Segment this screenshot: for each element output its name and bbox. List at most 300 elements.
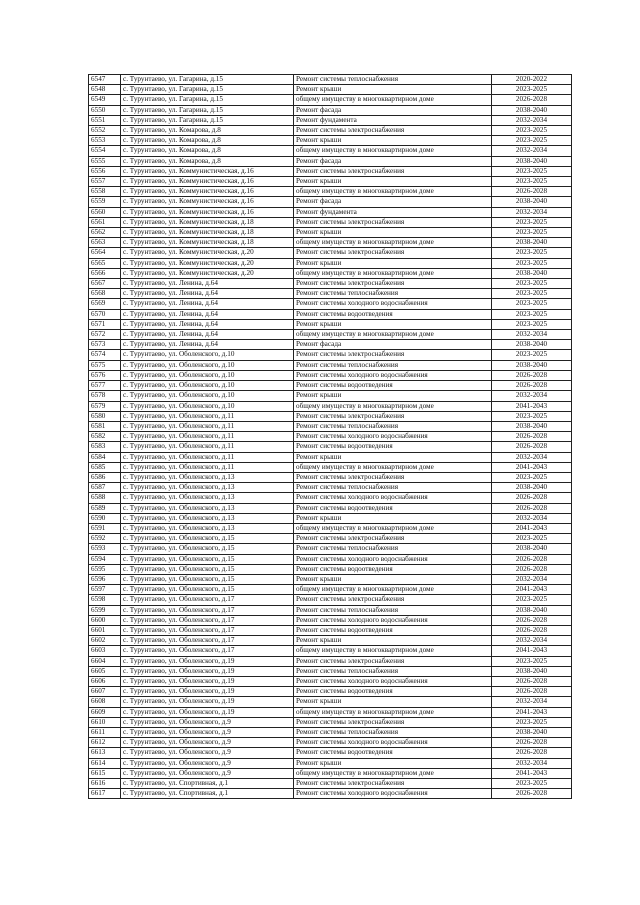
address-cell: с. Турунтаево, ул. Оболенского, д.17 <box>121 595 294 605</box>
work-type-cell: Ремонт системы электроснабжения <box>294 595 492 605</box>
work-type-cell: Ремонт системы электроснабжения <box>294 656 492 666</box>
repair-schedule-table <box>88 74 572 799</box>
address-cell: с. Турунтаево, ул. Ленина, д.64 <box>121 319 294 329</box>
table-row <box>89 248 572 258</box>
period-cell: 2032-2034 <box>492 146 572 156</box>
work-type-cell: Ремонт крыши <box>294 258 492 268</box>
period-cell: 2023-2025 <box>492 258 572 268</box>
row-number-cell: 6616 <box>89 779 121 789</box>
table-row <box>89 789 572 799</box>
period-cell: 2023-2025 <box>492 279 572 289</box>
address-cell: с. Турунтаево, ул. Оболенского, д.9 <box>121 748 294 758</box>
period-cell: 2020-2022 <box>492 75 572 85</box>
table-row <box>89 503 572 513</box>
row-number-cell: 6581 <box>89 421 121 431</box>
address-cell: с. Турунтаево, ул. Оболенского, д.11 <box>121 421 294 431</box>
table-row <box>89 646 572 656</box>
row-number-cell: 6551 <box>89 115 121 125</box>
period-cell: 2023-2025 <box>492 779 572 789</box>
period-cell: 2023-2025 <box>492 85 572 95</box>
work-type-cell: общему имуществу в многоквартирном доме <box>294 268 492 278</box>
table-row <box>89 768 572 778</box>
address-cell: с. Турунтаево, ул. Ленина, д.64 <box>121 340 294 350</box>
table-row <box>89 595 572 605</box>
address-cell: с. Турунтаево, ул. Коммунистическая, д.20 <box>121 258 294 268</box>
work-type-cell: Ремонт крыши <box>294 85 492 95</box>
address-cell: с. Турунтаево, ул. Спортивная, д.1 <box>121 779 294 789</box>
work-type-cell: Ремонт системы водоотведения <box>294 687 492 697</box>
table-row <box>89 126 572 136</box>
work-type-cell: общему имуществу в многоквартирном доме <box>294 523 492 533</box>
address-cell: с. Турунтаево, ул. Оболенского, д.10 <box>121 350 294 360</box>
table-row <box>89 442 572 452</box>
address-cell: с. Турунтаево, ул. Оболенского, д.19 <box>121 666 294 676</box>
table-row <box>89 319 572 329</box>
row-number-cell: 6558 <box>89 187 121 197</box>
table-row <box>89 115 572 125</box>
table-row <box>89 207 572 217</box>
address-cell: с. Турунтаево, ул. Оболенского, д.11 <box>121 442 294 452</box>
address-cell: с. Турунтаево, ул. Оболенского, д.17 <box>121 615 294 625</box>
table-row <box>89 472 572 482</box>
period-cell: 2026-2028 <box>492 370 572 380</box>
address-cell: с. Турунтаево, ул. Гагарина, д.15 <box>121 95 294 105</box>
address-cell: с. Турунтаево, ул. Коммунистическая, д.20 <box>121 248 294 258</box>
period-cell: 2026-2028 <box>492 625 572 635</box>
table-row <box>89 330 572 340</box>
row-number-cell: 6589 <box>89 503 121 513</box>
row-number-cell: 6550 <box>89 105 121 115</box>
address-cell: с. Турунтаево, ул. Оболенского, д.10 <box>121 391 294 401</box>
work-type-cell: Ремонт системы теплоснабжения <box>294 728 492 738</box>
row-number-cell: 6582 <box>89 432 121 442</box>
address-cell: с. Турунтаево, ул. Оболенского, д.10 <box>121 370 294 380</box>
table-row <box>89 105 572 115</box>
row-number-cell: 6557 <box>89 177 121 187</box>
table-row <box>89 187 572 197</box>
period-cell: 2023-2025 <box>492 319 572 329</box>
period-cell: 2023-2025 <box>492 299 572 309</box>
table-row <box>89 75 572 85</box>
work-type-cell: Ремонт фундамента <box>294 115 492 125</box>
row-number-cell: 6602 <box>89 636 121 646</box>
period-cell: 2038-2040 <box>492 268 572 278</box>
period-cell: 2023-2025 <box>492 534 572 544</box>
address-cell: с. Турунтаево, ул. Оболенского, д.19 <box>121 687 294 697</box>
period-cell: 2032-2034 <box>492 391 572 401</box>
row-number-cell: 6607 <box>89 687 121 697</box>
period-cell: 2023-2025 <box>492 289 572 299</box>
table-row <box>89 707 572 717</box>
row-number-cell: 6553 <box>89 136 121 146</box>
table-row <box>89 360 572 370</box>
period-cell: 2023-2025 <box>492 126 572 136</box>
row-number-cell: 6606 <box>89 676 121 686</box>
work-type-cell: общему имуществу в многоквартирном доме <box>294 187 492 197</box>
work-type-cell: Ремонт крыши <box>294 452 492 462</box>
period-cell: 2032-2034 <box>492 115 572 125</box>
row-number-cell: 6592 <box>89 534 121 544</box>
period-cell: 2026-2028 <box>492 789 572 799</box>
work-type-cell: Ремонт системы водоотведения <box>294 309 492 319</box>
row-number-cell: 6598 <box>89 595 121 605</box>
work-type-cell: Ремонт системы электроснабжения <box>294 166 492 176</box>
table-row <box>89 523 572 533</box>
work-type-cell: Ремонт крыши <box>294 636 492 646</box>
work-type-cell: Ремонт системы электроснабжения <box>294 717 492 727</box>
table-row <box>89 462 572 472</box>
table-row <box>89 85 572 95</box>
period-cell: 2032-2034 <box>492 636 572 646</box>
period-cell: 2038-2040 <box>492 605 572 615</box>
row-number-cell: 6591 <box>89 523 121 533</box>
row-number-cell: 6614 <box>89 758 121 768</box>
row-number-cell: 6597 <box>89 585 121 595</box>
row-number-cell: 6564 <box>89 248 121 258</box>
address-cell: с. Турунтаево, ул. Оболенского, д.15 <box>121 585 294 595</box>
row-number-cell: 6571 <box>89 319 121 329</box>
work-type-cell: Ремонт системы электроснабжения <box>294 126 492 136</box>
row-number-cell: 6603 <box>89 646 121 656</box>
table-row <box>89 697 572 707</box>
address-cell: с. Турунтаево, ул. Коммунистическая, д.16 <box>121 207 294 217</box>
period-cell: 2023-2025 <box>492 411 572 421</box>
row-number-cell: 6585 <box>89 462 121 472</box>
work-type-cell: Ремонт системы холодного водоснабжения <box>294 370 492 380</box>
address-cell: с. Турунтаево, ул. Комарова, д.8 <box>121 156 294 166</box>
row-number-cell: 6611 <box>89 728 121 738</box>
address-cell: с. Турунтаево, ул. Оболенского, д.15 <box>121 534 294 544</box>
work-type-cell: Ремонт системы холодного водоснабжения <box>294 676 492 686</box>
work-type-cell: Ремонт крыши <box>294 391 492 401</box>
address-cell: с. Турунтаево, ул. Коммунистическая, д.20 <box>121 268 294 278</box>
work-type-cell: Ремонт системы теплоснабжения <box>294 544 492 554</box>
row-number-cell: 6587 <box>89 483 121 493</box>
row-number-cell: 6601 <box>89 625 121 635</box>
row-number-cell: 6610 <box>89 717 121 727</box>
row-number-cell: 6615 <box>89 768 121 778</box>
work-type-cell: Ремонт системы электроснабжения <box>294 411 492 421</box>
address-cell: с. Турунтаево, ул. Гагарина, д.15 <box>121 115 294 125</box>
address-cell: с. Турунтаево, ул. Оболенского, д.10 <box>121 381 294 391</box>
address-cell: с. Турунтаево, ул. Комарова, д.8 <box>121 136 294 146</box>
address-cell: с. Турунтаево, ул. Оболенского, д.19 <box>121 656 294 666</box>
table-row <box>89 401 572 411</box>
work-type-cell: Ремонт системы электроснабжения <box>294 779 492 789</box>
row-number-cell: 6593 <box>89 544 121 554</box>
row-number-cell: 6554 <box>89 146 121 156</box>
address-cell: с. Турунтаево, ул. Оболенского, д.9 <box>121 717 294 727</box>
work-type-cell: Ремонт фасада <box>294 105 492 115</box>
period-cell: 2023-2025 <box>492 656 572 666</box>
address-cell: с. Турунтаево, ул. Коммунистическая, д.18 <box>121 228 294 238</box>
table-row <box>89 738 572 748</box>
work-type-cell: Ремонт системы электроснабжения <box>294 248 492 258</box>
table-row <box>89 340 572 350</box>
period-cell: 2023-2025 <box>492 166 572 176</box>
work-type-cell: Ремонт системы холодного водоснабжения <box>294 493 492 503</box>
period-cell: 2041-2043 <box>492 646 572 656</box>
period-cell: 2032-2034 <box>492 207 572 217</box>
period-cell: 2026-2028 <box>492 432 572 442</box>
address-cell: с. Турунтаево, ул. Коммунистическая, д.18 <box>121 217 294 227</box>
address-cell: с. Турунтаево, ул. Оболенского, д.9 <box>121 738 294 748</box>
work-type-cell: Ремонт системы холодного водоснабжения <box>294 615 492 625</box>
table-row <box>89 432 572 442</box>
table-row <box>89 564 572 574</box>
work-type-cell: Ремонт системы электроснабжения <box>294 472 492 482</box>
period-cell: 2038-2040 <box>492 483 572 493</box>
work-type-cell: общему имуществу в многоквартирном доме <box>294 462 492 472</box>
work-type-cell: Ремонт крыши <box>294 177 492 187</box>
address-cell: с. Турунтаево, ул. Коммунистическая, д.16 <box>121 187 294 197</box>
table-row <box>89 309 572 319</box>
row-number-cell: 6573 <box>89 340 121 350</box>
period-cell: 2023-2025 <box>492 177 572 187</box>
row-number-cell: 6600 <box>89 615 121 625</box>
address-cell: с. Турунтаево, ул. Гагарина, д.15 <box>121 85 294 95</box>
address-cell: с. Турунтаево, ул. Оболенского, д.10 <box>121 401 294 411</box>
table-row <box>89 238 572 248</box>
address-cell: с. Турунтаево, ул. Оболенского, д.9 <box>121 758 294 768</box>
table-row <box>89 636 572 646</box>
table-row <box>89 279 572 289</box>
period-cell: 2041-2043 <box>492 768 572 778</box>
address-cell: с. Турунтаево, ул. Оболенского, д.11 <box>121 411 294 421</box>
work-type-cell: Ремонт системы водоотведения <box>294 564 492 574</box>
work-type-cell: Ремонт системы электроснабжения <box>294 279 492 289</box>
period-cell: 2038-2040 <box>492 360 572 370</box>
row-number-cell: 6575 <box>89 360 121 370</box>
row-number-cell: 6595 <box>89 564 121 574</box>
work-type-cell: Ремонт системы холодного водоснабжения <box>294 738 492 748</box>
row-number-cell: 6609 <box>89 707 121 717</box>
work-type-cell: Ремонт системы холодного водоснабжения <box>294 554 492 564</box>
period-cell: 2023-2025 <box>492 217 572 227</box>
row-number-cell: 6570 <box>89 309 121 319</box>
address-cell: с. Турунтаево, ул. Оболенского, д.13 <box>121 513 294 523</box>
period-cell: 2026-2028 <box>492 442 572 452</box>
table-row <box>89 534 572 544</box>
table-row <box>89 585 572 595</box>
period-cell: 2026-2028 <box>492 564 572 574</box>
work-type-cell: Ремонт системы водоотведения <box>294 748 492 758</box>
table-row <box>89 493 572 503</box>
period-cell: 2041-2043 <box>492 707 572 717</box>
work-type-cell: общему имуществу в многоквартирном доме <box>294 707 492 717</box>
table-row <box>89 136 572 146</box>
table-row <box>89 228 572 238</box>
address-cell: с. Турунтаево, ул. Ленина, д.64 <box>121 289 294 299</box>
row-number-cell: 6569 <box>89 299 121 309</box>
table-row <box>89 350 572 360</box>
work-type-cell: общему имуществу в многоквартирном доме <box>294 146 492 156</box>
address-cell: с. Турунтаево, ул. Комарова, д.8 <box>121 126 294 136</box>
table-row <box>89 748 572 758</box>
table-row <box>89 615 572 625</box>
row-number-cell: 6566 <box>89 268 121 278</box>
row-number-cell: 6590 <box>89 513 121 523</box>
address-cell: с. Турунтаево, ул. Оболенского, д.9 <box>121 768 294 778</box>
row-number-cell: 6574 <box>89 350 121 360</box>
work-type-cell: общему имуществу в многоквартирном доме <box>294 95 492 105</box>
row-number-cell: 6584 <box>89 452 121 462</box>
period-cell: 2026-2028 <box>492 738 572 748</box>
row-number-cell: 6565 <box>89 258 121 268</box>
address-cell: с. Турунтаево, ул. Гагарина, д.15 <box>121 75 294 85</box>
period-cell: 2038-2040 <box>492 666 572 676</box>
work-type-cell: Ремонт крыши <box>294 697 492 707</box>
table-row <box>89 197 572 207</box>
table-row <box>89 411 572 421</box>
row-number-cell: 6596 <box>89 574 121 584</box>
period-cell: 2032-2034 <box>492 330 572 340</box>
address-cell: с. Турунтаево, ул. Оболенского, д.15 <box>121 564 294 574</box>
address-cell: с. Турунтаево, ул. Ленина, д.64 <box>121 279 294 289</box>
row-number-cell: 6556 <box>89 166 121 176</box>
period-cell: 2032-2034 <box>492 513 572 523</box>
period-cell: 2023-2025 <box>492 595 572 605</box>
address-cell: с. Турунтаево, ул. Ленина, д.64 <box>121 299 294 309</box>
period-cell: 2026-2028 <box>492 493 572 503</box>
table-row <box>89 391 572 401</box>
address-cell: с. Турунтаево, ул. Ленина, д.64 <box>121 330 294 340</box>
row-number-cell: 6613 <box>89 748 121 758</box>
work-type-cell: Ремонт фасада <box>294 197 492 207</box>
period-cell: 2026-2028 <box>492 748 572 758</box>
address-cell: с. Турунтаево, ул. Оболенского, д.11 <box>121 432 294 442</box>
address-cell: с. Турунтаево, ул. Оболенского, д.13 <box>121 523 294 533</box>
work-type-cell: общему имуществу в многоквартирном доме <box>294 768 492 778</box>
address-cell: с. Турунтаево, ул. Коммунистическая, д.18 <box>121 238 294 248</box>
work-type-cell: Ремонт системы теплоснабжения <box>294 421 492 431</box>
period-cell: 2026-2028 <box>492 615 572 625</box>
row-number-cell: 6555 <box>89 156 121 166</box>
table-row <box>89 146 572 156</box>
work-type-cell: Ремонт системы холодного водоснабжения <box>294 432 492 442</box>
work-type-cell: Ремонт крыши <box>294 228 492 238</box>
address-cell: с. Турунтаево, ул. Оболенского, д.17 <box>121 636 294 646</box>
work-type-cell: Ремонт крыши <box>294 319 492 329</box>
work-type-cell: Ремонт фундамента <box>294 207 492 217</box>
table-row <box>89 299 572 309</box>
address-cell: с. Турунтаево, ул. Оболенского, д.17 <box>121 646 294 656</box>
row-number-cell: 6599 <box>89 605 121 615</box>
work-type-cell: Ремонт системы теплоснабжения <box>294 360 492 370</box>
work-type-cell: Ремонт крыши <box>294 513 492 523</box>
period-cell: 2023-2025 <box>492 309 572 319</box>
work-type-cell: Ремонт системы теплоснабжения <box>294 483 492 493</box>
table-row <box>89 166 572 176</box>
row-number-cell: 6552 <box>89 126 121 136</box>
address-cell: с. Турунтаево, ул. Спортивная, д.1 <box>121 789 294 799</box>
table-row <box>89 554 572 564</box>
table-row <box>89 483 572 493</box>
period-cell: 2023-2025 <box>492 350 572 360</box>
table-body <box>89 75 572 799</box>
period-cell: 2032-2034 <box>492 697 572 707</box>
row-number-cell: 6561 <box>89 217 121 227</box>
work-type-cell: Ремонт системы водоотведения <box>294 381 492 391</box>
address-cell: с. Турунтаево, ул. Оболенского, д.9 <box>121 728 294 738</box>
row-number-cell: 6579 <box>89 401 121 411</box>
table-row <box>89 717 572 727</box>
row-number-cell: 6567 <box>89 279 121 289</box>
work-type-cell: Ремонт фасада <box>294 340 492 350</box>
row-number-cell: 6617 <box>89 789 121 799</box>
row-number-cell: 6583 <box>89 442 121 452</box>
address-cell: с. Турунтаево, ул. Оболенского, д.13 <box>121 493 294 503</box>
address-cell: с. Турунтаево, ул. Оболенского, д.10 <box>121 360 294 370</box>
work-type-cell: Ремонт крыши <box>294 574 492 584</box>
table-row <box>89 289 572 299</box>
work-type-cell: Ремонт системы теплоснабжения <box>294 666 492 676</box>
address-cell: с. Турунтаево, ул. Оболенского, д.19 <box>121 676 294 686</box>
row-number-cell: 6562 <box>89 228 121 238</box>
address-cell: с. Турунтаево, ул. Оболенского, д.15 <box>121 574 294 584</box>
address-cell: с. Турунтаево, ул. Гагарина, д.15 <box>121 105 294 115</box>
work-type-cell: общему имуществу в многоквартирном доме <box>294 646 492 656</box>
row-number-cell: 6586 <box>89 472 121 482</box>
row-number-cell: 6568 <box>89 289 121 299</box>
address-cell: с. Турунтаево, ул. Оболенского, д.11 <box>121 462 294 472</box>
address-cell: с. Турунтаево, ул. Коммунистическая, д.16 <box>121 166 294 176</box>
row-number-cell: 6577 <box>89 381 121 391</box>
work-type-cell: Ремонт системы теплоснабжения <box>294 605 492 615</box>
row-number-cell: 6572 <box>89 330 121 340</box>
period-cell: 2041-2043 <box>492 462 572 472</box>
work-type-cell: Ремонт системы теплоснабжения <box>294 289 492 299</box>
address-cell: с. Турунтаево, ул. Оболенского, д.13 <box>121 503 294 513</box>
work-type-cell: общему имуществу в многоквартирном доме <box>294 585 492 595</box>
table-row <box>89 268 572 278</box>
period-cell: 2041-2043 <box>492 401 572 411</box>
work-type-cell: Ремонт системы холодного водоснабжения <box>294 299 492 309</box>
row-number-cell: 6576 <box>89 370 121 380</box>
work-type-cell: общему имуществу в многоквартирном доме <box>294 330 492 340</box>
period-cell: 2038-2040 <box>492 197 572 207</box>
period-cell: 2026-2028 <box>492 381 572 391</box>
table-row <box>89 676 572 686</box>
table-row <box>89 217 572 227</box>
row-number-cell: 6563 <box>89 238 121 248</box>
period-cell: 2026-2028 <box>492 687 572 697</box>
period-cell: 2038-2040 <box>492 238 572 248</box>
row-number-cell: 6559 <box>89 197 121 207</box>
period-cell: 2026-2028 <box>492 676 572 686</box>
row-number-cell: 6580 <box>89 411 121 421</box>
work-type-cell: Ремонт системы электроснабжения <box>294 217 492 227</box>
period-cell: 2038-2040 <box>492 544 572 554</box>
address-cell: с. Турунтаево, ул. Ленина, д.64 <box>121 309 294 319</box>
row-number-cell: 6560 <box>89 207 121 217</box>
period-cell: 2023-2025 <box>492 717 572 727</box>
row-number-cell: 6608 <box>89 697 121 707</box>
period-cell: 2026-2028 <box>492 95 572 105</box>
table-row <box>89 381 572 391</box>
row-number-cell: 6549 <box>89 95 121 105</box>
period-cell: 2032-2034 <box>492 574 572 584</box>
period-cell: 2026-2028 <box>492 554 572 564</box>
period-cell: 2026-2028 <box>492 503 572 513</box>
row-number-cell: 6594 <box>89 554 121 564</box>
work-type-cell: общему имуществу в многоквартирном доме <box>294 238 492 248</box>
work-type-cell: Ремонт системы теплоснабжения <box>294 75 492 85</box>
table-row <box>89 625 572 635</box>
work-type-cell: Ремонт системы водоотведения <box>294 442 492 452</box>
address-cell: с. Турунтаево, ул. Коммунистическая, д.16 <box>121 177 294 187</box>
period-cell: 2032-2034 <box>492 452 572 462</box>
